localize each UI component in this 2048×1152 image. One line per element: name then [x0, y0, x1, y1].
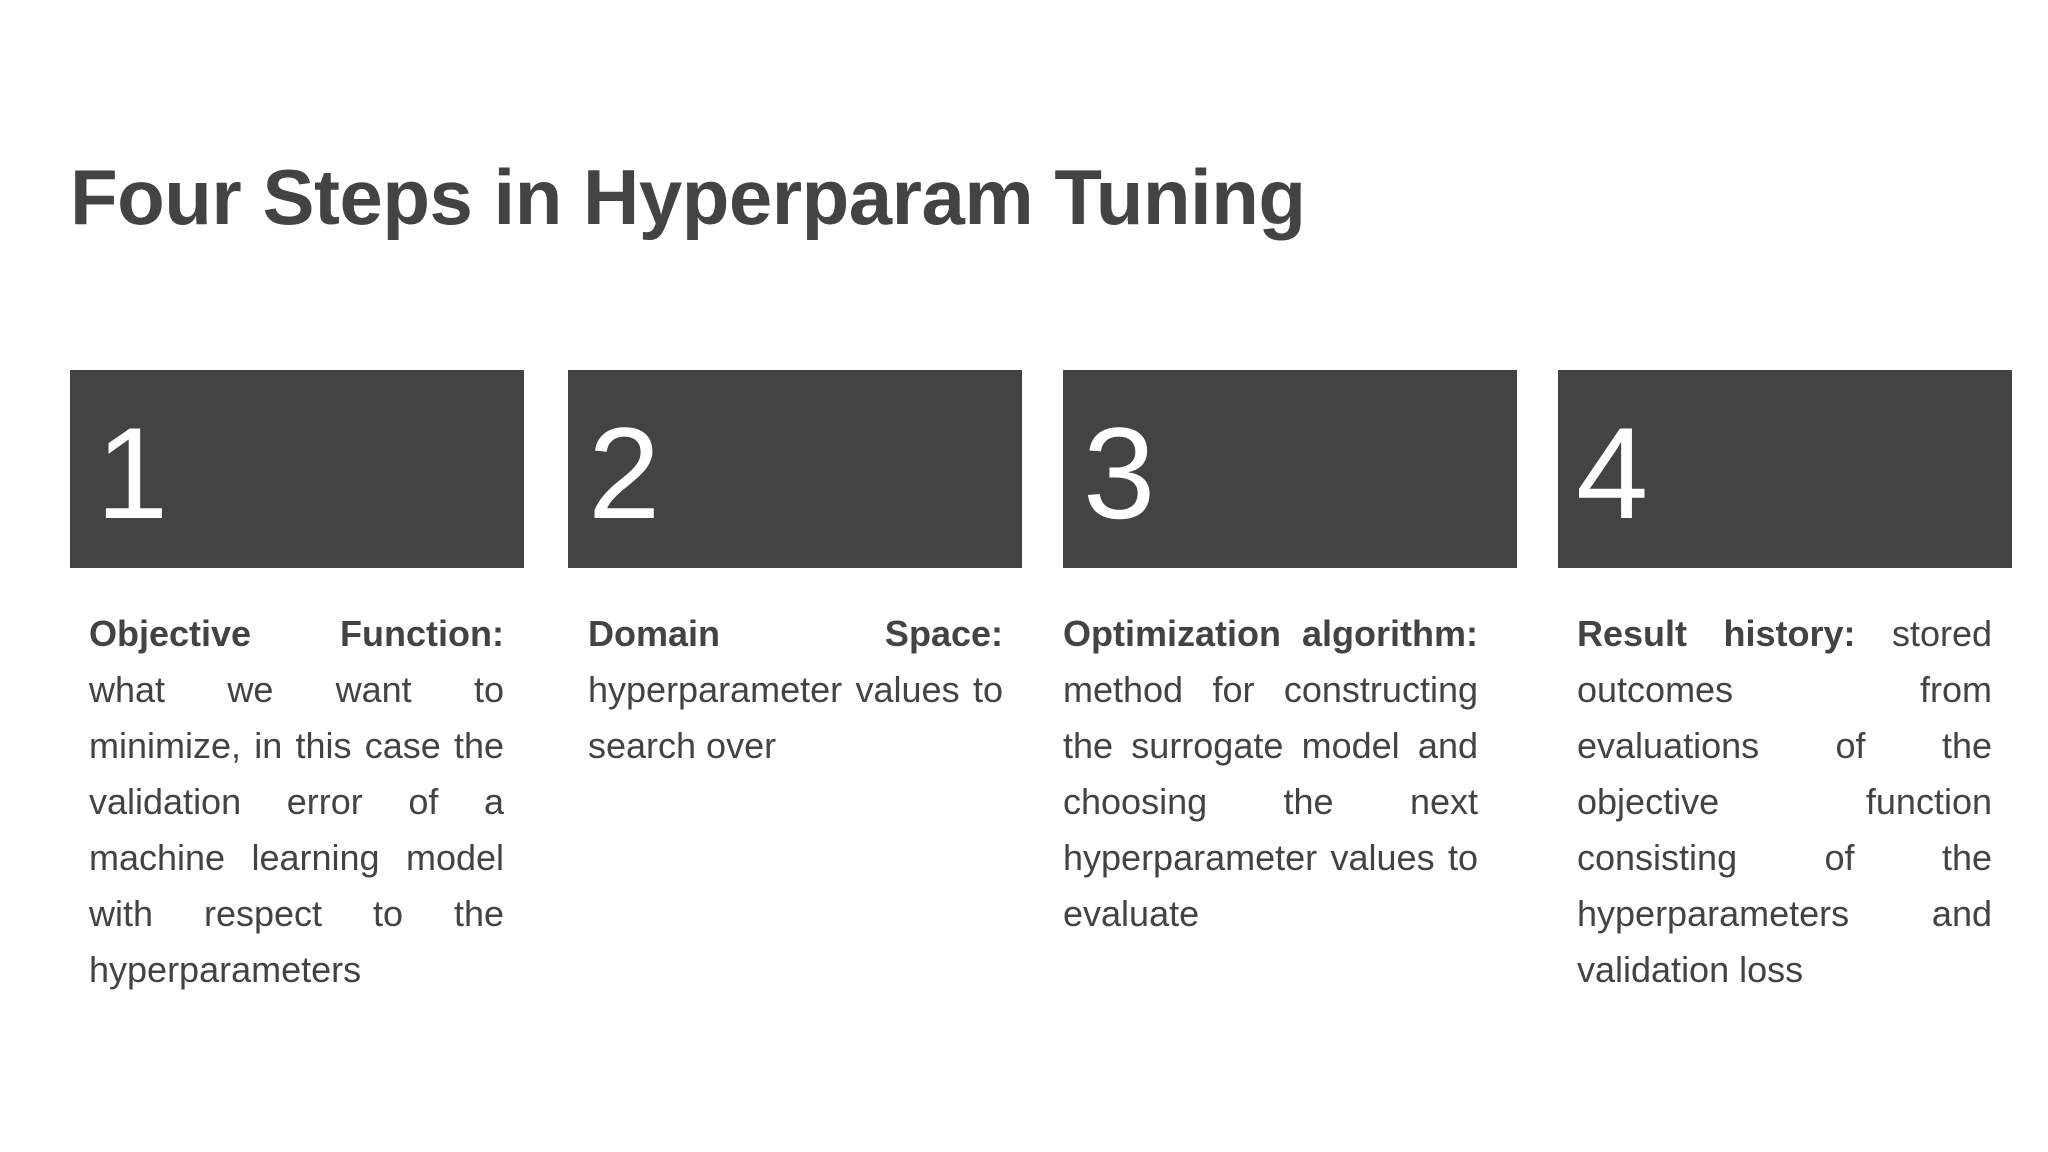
step-number-box: [1558, 370, 2012, 568]
step-number: 3: [1083, 400, 1156, 546]
step-description: stored outcomes from evaluations of the objective function consisting of the hyperparameters and validation loss: [1577, 613, 1992, 990]
step-description: what we want to minimize, in this case the validation error of a machine learning model with respect to the hyperparameters: [89, 669, 504, 990]
step-description-block: [1063, 606, 1478, 942]
step-card-4: [1558, 370, 2012, 990]
step-term: Optimization algorithm:: [1063, 613, 1478, 654]
step-term: Objective Function:: [89, 613, 504, 654]
step-description: method for constructing the surrogate model and choosing the next hyperparameter values to evaluate: [1063, 669, 1478, 934]
step-number: 4: [1576, 400, 1649, 546]
step-card-3: [1063, 370, 1517, 934]
slide-title: Four Steps in Hyperparam Tuning: [70, 153, 1306, 241]
step-number: 2: [588, 400, 661, 546]
step-number: 1: [96, 400, 169, 546]
step-number-box: [70, 370, 524, 568]
step-description-block: [588, 606, 1003, 774]
step-term: Domain Space:: [588, 613, 1003, 654]
step-description: hyperparameter values to search over: [588, 669, 1003, 766]
step-description-block: [89, 606, 504, 998]
step-description-block: [1577, 606, 1992, 998]
step-number-box: [568, 370, 1022, 568]
step-card-2: [568, 370, 1022, 766]
step-term: Result history:: [1577, 613, 1856, 654]
step-number-box: [1063, 370, 1517, 568]
step-card-1: [70, 370, 524, 990]
